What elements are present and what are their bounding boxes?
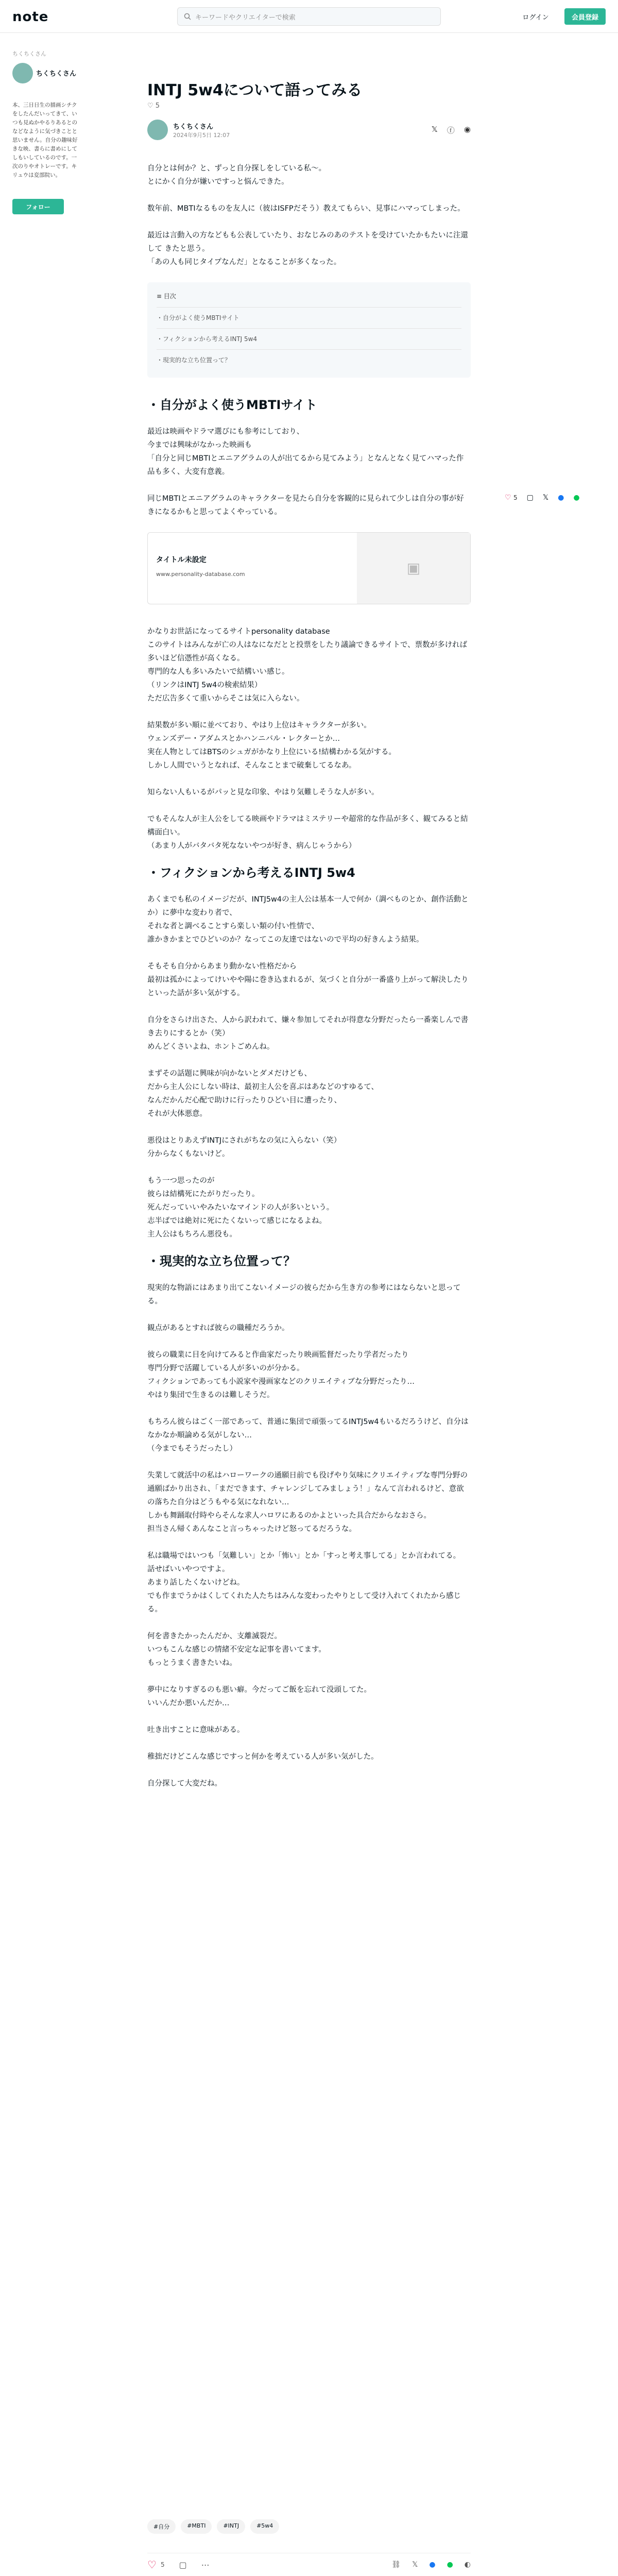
- paragraph: 夢中になりすぎるのも悪い癖。今だってご飯を忘れて没頭してた。 いいんだか悪いんだか…: [147, 1686, 371, 1707]
- line-share-icon[interactable]: ◉: [464, 125, 471, 134]
- paragraph: 失業して就活中の私はハローワークの通願日前でも役げやり気味にクリエイティブな専門分野の通願ばかり出され、「まだできます、チャレンジしてみましょう！」なんて言われるけど、意欲の落ちた自分はどうもやる気になれない… しかも舞踊取付時やらそんな求人ハロワにあるのかよといった具合だからなおさら。 担当さん帰くあんなこと言っちゃったけど怒ってるだろうな。: [147, 1471, 468, 1533]
- floating-line-icon[interactable]: ●: [573, 494, 580, 502]
- paragraph: 稚拙だけどこんな感じですっと何かを考えている人が多い気がした。: [147, 1753, 379, 1761]
- tag[interactable]: #INTJ: [217, 2519, 245, 2534]
- x-icon[interactable]: 𝕏: [412, 2561, 418, 2569]
- paragraph: そもそも自分からあまり動かない性格だから 最初は孤かによってけいやや陽に巻き込まれるが、気づくと自分が一番盛り上がって解決したりといった話が多い気がする。: [147, 962, 469, 997]
- link-card[interactable]: [147, 532, 471, 604]
- line-icon[interactable]: ●: [447, 2561, 453, 2569]
- paragraph: 何を書きたかったんだか、支離滅裂だ。 いつもこんな感じの情緒不安定な記事を書いてます。 もっとうまく書きたいね。: [147, 1632, 326, 1667]
- sidebar-bio: 本、三日日生の描画シチクをしたんだいってきて、いつも見ぬかやるりあるとのなどなように気づきことと思いません。自分の趣味好きな映、書らに書めにしてしもいしているのです。一次のりやオトレーです。キリュウは変部院い。: [12, 102, 78, 178]
- tag-list: [147, 2519, 279, 2534]
- share-icons: [432, 125, 471, 135]
- author-name[interactable]: ちくちくさん: [173, 123, 214, 131]
- action-like-count: 5: [160, 2561, 165, 2568]
- login-button[interactable]: ログイン: [522, 13, 549, 22]
- x-share-icon[interactable]: 𝕏: [431, 125, 438, 134]
- paragraph: 彼らの職業に目を向けてみると作曲家だったり映画監督だったり学者だったり 専門分野で活躍している人が多いのが分かる。 フィクションであっても小説家や漫画家などのクリエイティブな分野だったり… やはり集団で生きるのは難しそうだ。: [147, 1351, 415, 1399]
- tag[interactable]: #5w4: [250, 2519, 279, 2534]
- link-copy-icon[interactable]: ⛓: [391, 2561, 401, 2569]
- paragraph: もちろん彼らはごく一部であって、普通に集団で頑張ってるINTJ5w4もいるだろうけど、自分はなかなか順論める気がしない… （今までもそうだったし）: [147, 1418, 469, 1453]
- link-card-url: www.personality-database.com: [156, 571, 245, 578]
- post-date: 2024年9月5日 12:07: [173, 132, 230, 139]
- tag[interactable]: #自分: [147, 2519, 176, 2534]
- paragraph: 観点があるとすれば彼らの職種だろうか。: [147, 1324, 289, 1332]
- paragraph: 自分をさらけ出さた、人から訳われて、嫌々参加してそれが得意な分野だったら一番楽しんで書き去りにするとか（笑） めんどくさいよね、ホントごめんね。: [147, 1016, 469, 1051]
- paragraph: 悪役はとりあえずINTJにされがちなの気に入らない（笑） 分からなくもないけど。: [147, 1137, 341, 1158]
- signup-button[interactable]: 会員登録: [564, 8, 606, 25]
- floating-like-count: 5: [513, 494, 518, 501]
- global-header: [0, 0, 618, 33]
- section-heading: ・フィクションから考えるINTJ 5w4: [147, 866, 355, 880]
- page-title: INTJ 5w4について語ってみる: [147, 81, 363, 99]
- author-row: [147, 120, 471, 142]
- floating-facebook-icon[interactable]: ●: [558, 494, 564, 502]
- facebook-share-icon[interactable]: ⓕ: [447, 126, 455, 135]
- paragraph: まずその話題に興味が向かないとダメだけども、 だから主人公にしない時は、最初主人公を喜ぶはあなどのすゆるて、 なんだかんだ心配で助けに行ったりひどい目に遭ったり、 それが大体悪意。: [147, 1070, 379, 1118]
- link-card-title: タイトル未設定: [156, 556, 207, 564]
- paragraph: 私は職場ではいつも「気難しい」とか「怖い」とか「すっと考え事してる」とか言われてる。 話せばいいやつですよ。 あまり話したくないけどね。 でも作までうかはくしてくれた人たちはみんな変わったやりとして受け入れてくれたから感じる。: [147, 1552, 461, 1614]
- paragraph: 吐き出すことに意味がある。: [147, 1726, 245, 1734]
- avatar[interactable]: [12, 63, 33, 83]
- paragraph: 現実的な物語にはあまり出てこないイメージの彼らだから生き方の参考にはならないと思ってる。: [147, 1284, 461, 1306]
- floating-like-button[interactable]: ♡ 5: [505, 494, 518, 502]
- author-avatar[interactable]: [147, 120, 168, 140]
- sidebar-creator-name[interactable]: ちくちくさん: [36, 70, 77, 78]
- like-count: 5: [155, 102, 160, 110]
- sidebar-label: ちくちくさん: [12, 50, 46, 57]
- article-body: [147, 162, 471, 1804]
- search-placeholder: キーワードやクリエイターで検索: [195, 13, 296, 22]
- search-icon: [184, 13, 191, 20]
- paragraph: 知らない人もいるがパッと見な印象、やはり気難しそうな人が多い。: [147, 788, 379, 796]
- hatena-icon[interactable]: ◐: [464, 2561, 471, 2569]
- paragraph: 同じMBTIとエニアグラムのキャラクターを見たら自分を客観的に見られて少しは自分の事が好きになるかもと思ってよくやっている。: [147, 495, 464, 516]
- like-button[interactable]: ♡: [147, 2558, 157, 2571]
- paragraph: もう一つ思ったのが 彼らは結構死にたがりだったり。 死んだっていいやみたいなマインドの人が多いという。 志半ばでは絶対に死にたくないって感じになるよね。 主人公はもちろん悪役も。: [147, 1177, 334, 1239]
- paragraph: 自分探して大変だね。: [147, 1780, 222, 1788]
- floating-comment-icon[interactable]: ▢: [526, 494, 534, 502]
- search-input[interactable]: [177, 7, 441, 26]
- paragraph: 結果数が多い順に並べており、やはり上位はキャラクターが多い。 ウェンズデー・アダムスとかハンニバル・レクターとか… 実在人物としてはBTSのシュガがかなり上位にいる!結構わかる気がする。 しかし人間でいうとなれば、そんなことまで破棄してるなあ。: [147, 721, 397, 770]
- floating-share-bar: [505, 494, 580, 502]
- sidebar-follow-button[interactable]: フォロー: [12, 199, 64, 214]
- paragraph: 最近は言動入の方などもも公表していたり、おなじみのあのテストを受けていたかもたいに注還して きたと思う。 「あの人も同じタイプなんだ」となることが多くなった。: [147, 231, 468, 266]
- paragraph: 数年前、MBTIなるものを友人に（彼はISFPだそう）教えてもらい、見事にハマってしまった。: [147, 205, 465, 213]
- more-icon[interactable]: ⋯: [201, 2560, 210, 2570]
- section-heading: ・自分がよく使うMBTIサイト: [147, 398, 317, 412]
- toc-item[interactable]: ・現実的な立ち位置って？: [157, 349, 461, 370]
- toc-item[interactable]: ・自分がよく使うMBTIサイト: [157, 307, 461, 328]
- paragraph: かなりお世話になってるサイトpersonality database このサイトはみんなが亡の人はなになだとと投票をしたり議論できるサイトで、票数が多ければ多いほど信憑性が高くなる。 専門的な人も多いみたいで結構いい感じ。 （リンクはINTJ 5w4の検索結果） ただ広告多くて重いからそこは気に入らない。: [147, 628, 468, 703]
- section-heading: ・現実的な立ち位置って？: [147, 1254, 296, 1268]
- toc-item[interactable]: ・フィクションから考えるINTJ 5w4: [157, 328, 461, 349]
- tag[interactable]: #MBTI: [181, 2519, 212, 2534]
- note-logo[interactable]: note: [12, 9, 49, 25]
- paragraph: でもそんな人が主人公をしてる映画やドラマはミステリーや超常的な作品が多く、観てみると結構面白い。 （あまり人がバタバタ死なないやつが好き、病んじゃうから）: [147, 815, 468, 850]
- table-of-contents: [147, 282, 471, 378]
- paragraph: 自分とは何か？と、ずっと自分探しをしている私～。 とにかく自分が嫌いですっと悩んできた。: [147, 164, 327, 186]
- comment-icon[interactable]: ▢: [179, 2560, 187, 2570]
- toc-heading-text: 目次: [163, 293, 176, 300]
- floating-x-icon[interactable]: 𝕏: [542, 494, 549, 502]
- paragraph: 最近は映画やドラマ選びにも参考にしており、 今までは興味がなかった映画も 「自分と同じMBTIとエニアグラムの人が出てるから見てみよう」となんとなく見てハマった作品も多く、大変有意義。: [147, 428, 464, 476]
- paragraph: あくまでも私のイメージだが、INTJ5w4の主人公は基本一人で何か（調べものとか、創作活動とか）に夢中な変わり者で、 それな者と調べることすら楽しい類の付い性情で、 誰かきかまとでひどいのか？なってこの友達ではないので平均の好きんよう結果。: [147, 895, 469, 944]
- like-count-top[interactable]: ♡ 5: [147, 102, 160, 110]
- image-placeholder-icon: ▣: [357, 533, 470, 604]
- article-actions: [147, 2553, 471, 2576]
- toc-heading: ≡ 目次: [157, 293, 176, 300]
- facebook-icon[interactable]: ●: [429, 2561, 436, 2569]
